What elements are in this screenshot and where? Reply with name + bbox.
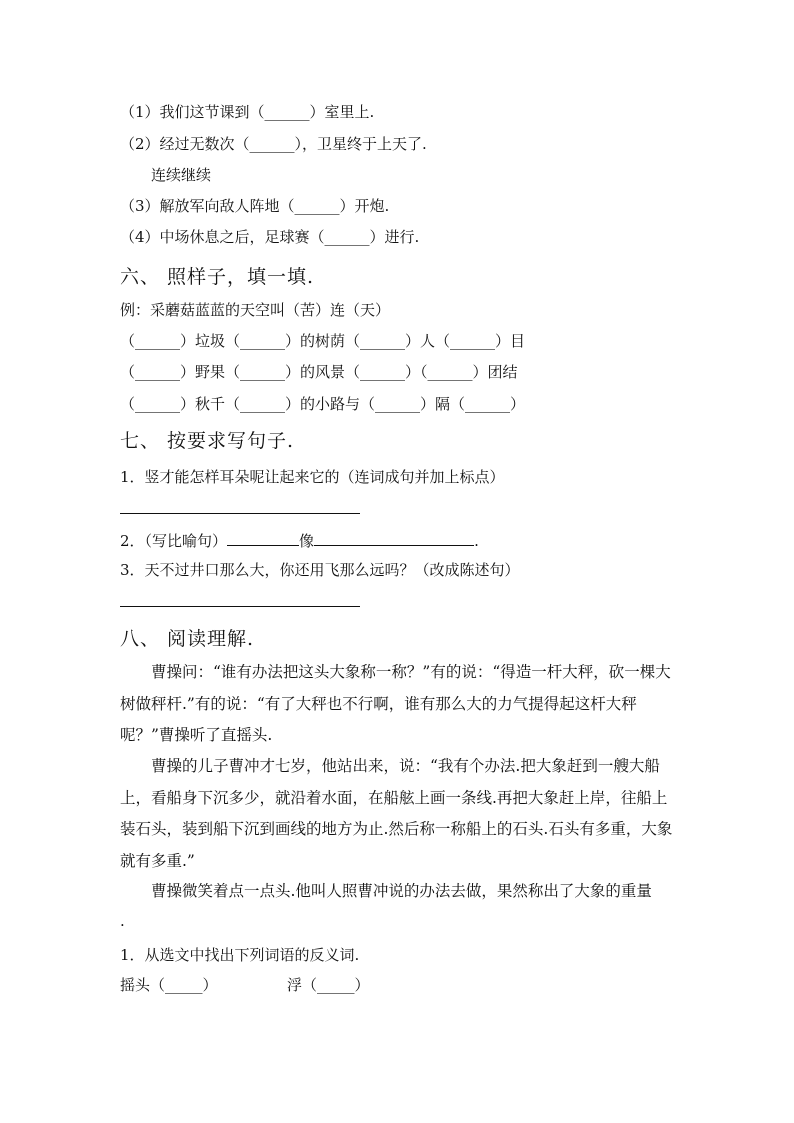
- section5-item-1: （1）我们这节课到（______）室里上.: [120, 103, 375, 121]
- antonym-item-2: 浮（_____）: [287, 976, 370, 994]
- q2-suffix: .: [474, 532, 479, 550]
- answer-line-3: [120, 606, 360, 607]
- section7-question-1: 1．竖才能怎样耳朵呢让起来它的（连词成句并加上标点）: [120, 468, 505, 486]
- reading-paragraph-1: 曹操问：“谁有办法把这头大象称一称？”有的说：“得造一杆大秤，砍一棵大树做秤杆.”有的说：“有了大秤也不行啊，谁有那么大的力气提得起这杆大秤呢？”曹操听了直摇头.: [120, 663, 671, 744]
- section6-row-1: （______）垃圾（______）的树荫（______）人（______）目: [120, 332, 526, 350]
- reading-paragraph-3: 曹操微笑着点一点头.他叫人照曹冲说的办法去做，果然称出了大象的重量: [151, 882, 652, 900]
- answer-blank: [314, 530, 474, 546]
- section7-heading: 七、 按要求写句子.: [120, 430, 295, 452]
- section5-item-3: （3）解放军向敌人阵地（______）开炮.: [120, 197, 390, 215]
- section5-item-4: （4）中场休息之后，足球赛（______）进行.: [120, 228, 420, 246]
- section6-heading: 六、 照样子，填一填.: [120, 266, 315, 288]
- word-choice-hint: 连续继续: [151, 166, 212, 184]
- answer-blank: [227, 530, 299, 546]
- answer-line-1: [120, 513, 360, 514]
- section6-example: 例：采蘑菇蓝蓝的天空叫（苦）连（天）: [120, 301, 391, 319]
- section5-item-2: （2）经过无数次（______），卫星终于上天了.: [120, 135, 427, 153]
- stray-period: .: [120, 912, 125, 930]
- section8-question-1: 1．从选文中找出下列词语的反义词.: [120, 946, 360, 964]
- section8-heading: 八、 阅读理解.: [120, 628, 255, 650]
- q2-prefix: 2．（写比喻句）: [120, 532, 228, 550]
- q2-middle: 像: [299, 532, 315, 550]
- section7-question-3: 3．天不过井口那么大，你还用飞那么远吗？（改成陈述句）: [120, 561, 520, 579]
- section6-row-2: （______）野果（______）的风景（______）（______）团结: [120, 363, 518, 381]
- section6-row-3: （______）秋千（______）的小路与（______）隔（______）: [120, 395, 526, 413]
- reading-paragraph-2: 曹操的儿子曹冲才七岁，他站出来，说：“我有个办法.把大象赶到一艘大船上，看船身下沉多少，就沿着水面，在船舷上画一条线.再把大象赶上岸，往船上装石头，装到船下沉到画线的地方为止.然后称一称船上的石头.石头有多重，大象就有多重.”: [120, 757, 673, 870]
- antonym-item-1: 摇头（_____）: [120, 976, 218, 994]
- section7-question-2: [120, 530, 479, 551]
